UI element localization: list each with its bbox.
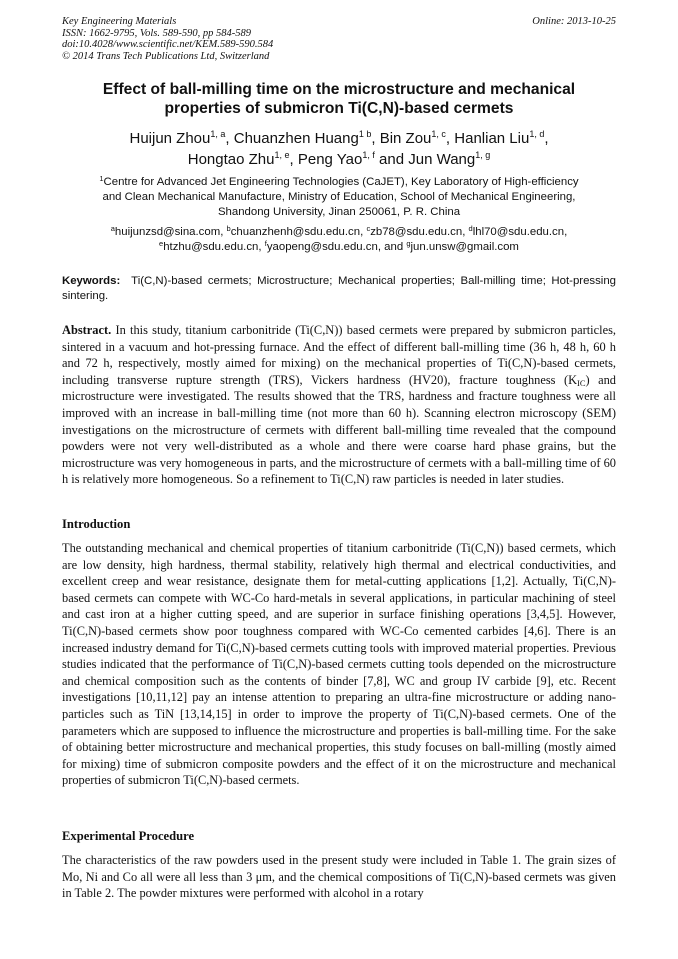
keywords-label: Keywords: [62, 275, 121, 287]
title-line-2: properties of submicron Ti(C,N)-based cermets [164, 100, 514, 117]
keywords-text: Ti(C,N)-based cermets; Microstructure; Mechanical properties; Ball-milling time; Hot-pressing sintering. [62, 275, 616, 302]
author-name: Jun Wang [408, 151, 476, 168]
email-sup: e [159, 239, 164, 248]
abstract [62, 322, 616, 488]
email-sep: , and [377, 241, 407, 253]
email-link[interactable]: lhl70@sdu.edu.cn [472, 226, 565, 238]
author-name: Hongtao Zhu [187, 151, 275, 168]
author-sup: 1, g [475, 150, 491, 160]
introduction-heading: Introduction [62, 517, 131, 531]
affiliation-sup: 1 [99, 174, 104, 183]
paper-title [62, 80, 616, 118]
keywords [62, 274, 616, 304]
author-name: Huijun Zhou [129, 130, 211, 147]
doi-line: doi:10.4028/www.scientific.net/KEM.589-590.584 [62, 39, 274, 50]
email-sep: , [360, 226, 367, 238]
abstract-text-1: In this study, titanium carbonitride (Ti(C,N)) based cermets were prepared by submicron particles, sintered in a vacuum and hot-pressing furnace. And the effect of different ball-milling time (36 h, 48 h, 60 h and 72 h, respectively, mostly aimed for mixing) on the mechanical properties of Ti(C,N)-based cermets, including transverse rupture strength (TRS), Vickers hardness (HV20), fracture toughness (K [62, 323, 616, 387]
email-sup: f [264, 239, 267, 248]
email-sup: c [366, 224, 371, 233]
email-sep: , [220, 226, 227, 238]
experimental-heading: Experimental Procedure [62, 829, 195, 843]
email-link[interactable]: huijunzsd@sina.com [114, 226, 221, 238]
journal-header [62, 16, 273, 62]
email-sep: , [258, 241, 265, 253]
email-link[interactable]: yaopeng@sdu.edu.cn [266, 241, 378, 253]
author-sup: 1, f [362, 150, 375, 160]
email-sep: , [462, 226, 469, 238]
author-sep: and [374, 151, 409, 168]
author-sup: 1, d [529, 129, 545, 139]
email-sep: , [564, 226, 568, 238]
affiliation-line-2: and Clean Mechanical Manufacture, Ministry of Education, School of Mechanical Engineering, [102, 191, 576, 203]
affiliation [62, 175, 616, 220]
email-sup: b [226, 224, 231, 233]
author-sep: , [371, 130, 380, 147]
journal-name: Key Engineering Materials [62, 16, 177, 27]
email-link[interactable]: chuanzhenh@sdu.edu.cn [230, 226, 361, 238]
author-name: Peng Yao [297, 151, 363, 168]
introduction-text: The outstanding mechanical and chemical properties of titanium carbonitride (Ti(C,N)) based cermets, which are low density, high hardness, thermal stability, relatively high thermal and electrical conductivities, and excellent creep and wear resistance, designate them for metal-cutting applications [1,2]. Actually, Ti(C,N)-based cermets can compete with WC-Co hard-metals in several applications, in particular machining of steel and cast iron at a higher cutting speed, and are superior in surface finishing operations [3,4,5]. However, Ti(C,N)-based cermets show poor toughness compared with WC-Co cemented carbides [4,6]. There is an increased industry demand for Ti(C,N)-based cermets cutting tools with improved material properties. Previous studies indicated that the performance of Ti(C,N)-based cermets cutting tools depended on the microstructure and chemical composition such as the contents of binder [7,8], WC and group IV carbide [9], etc. Recent investigations [10,11,12] pay an intense attention to preparing an ultra-fine microstructure or adding nano-particles such as TiN [13,14,15] in order to improve the property of Ti(C,N)-based cermets. One of the parameters which are supposed to influence the microstructure and properties is ball-milling time. For the sake of obtaining better microstructure and mechanical properties, this study focuses on ball-milling (mostly aimed for mixing) time of submicron composite powders and the effect of it on the microstructure and mechanical properties of submicron Ti(C,N)-based cermets. [62, 541, 616, 788]
author-sup: 1 b [358, 129, 372, 139]
author-sup: 1, e [274, 150, 290, 160]
email-sup: g [406, 239, 411, 248]
abstract-label: Abstract. [62, 323, 112, 337]
issn-line: ISSN: 1662-9795, Vols. 589-590, pp 584-589 [62, 27, 251, 39]
author-name: Chuanzhen Huang [233, 130, 359, 147]
affiliation-line-3: Shandong University, Jinan 250061, P. R. China [217, 206, 461, 218]
email-sup: d [468, 224, 473, 233]
copyright-line: © 2014 Trans Tech Publications Ltd, Switzerland [62, 50, 270, 62]
author-name: Hanlian Liu [454, 130, 530, 147]
email-list [62, 225, 616, 255]
title-line-1: Effect of ball-milling time on the microstructure and mechanical [102, 81, 576, 98]
author-sep: , [445, 130, 455, 147]
email-sup: a [110, 224, 115, 233]
abstract-text-2: ) and microstructure were investigated. The results showed that the TRS, hardness and fracture toughness were all improved with an increase in ball-milling time (not more than 60 h). Scanning electron microscopy (SEM) investigations on the microstructure of cermets with different ball-milling time revealed that the compound powders were not very well-distributed as a whole and there were coarse hard phase grains, but the microstructure was very homogeneous in parts, and the microstructure of cermets with a ball-milling time of 60 h is relatively more homogeneous. So a refinement to Ti(C,N) raw particles is needed in later studies. [62, 372, 616, 487]
author-sup: 1, c [431, 129, 446, 139]
abstract-subscript: IC [577, 377, 586, 388]
email-link[interactable]: htzhu@sdu.edu.cn [163, 241, 259, 253]
experimental-text: The characteristics of the raw powders used in the present study were included in Table 1. The grain sizes of Mo, Ni and Co all were all less than 3 μm, and the chemical compositions of Ti(C,N)-based cermets was given in Table 2. The powder mixtures were performed with alcohol in a rotary [62, 853, 616, 901]
author-list [62, 128, 616, 170]
author-sup: 1, a [210, 129, 226, 139]
author-sep: , [225, 130, 234, 147]
email-link[interactable]: jun.unsw@gmail.com [410, 241, 519, 253]
author-name: Bin Zou [379, 130, 432, 147]
author-sep: , [544, 130, 549, 147]
online-date: Online: 2013-10-25 [532, 16, 616, 27]
email-link[interactable]: zb78@sdu.edu.cn [370, 226, 463, 238]
affiliation-line-1: Centre for Advanced Jet Engineering Technologies (CaJET), Key Laboratory of High-efficiency [103, 176, 579, 188]
author-sep: , [289, 151, 298, 168]
